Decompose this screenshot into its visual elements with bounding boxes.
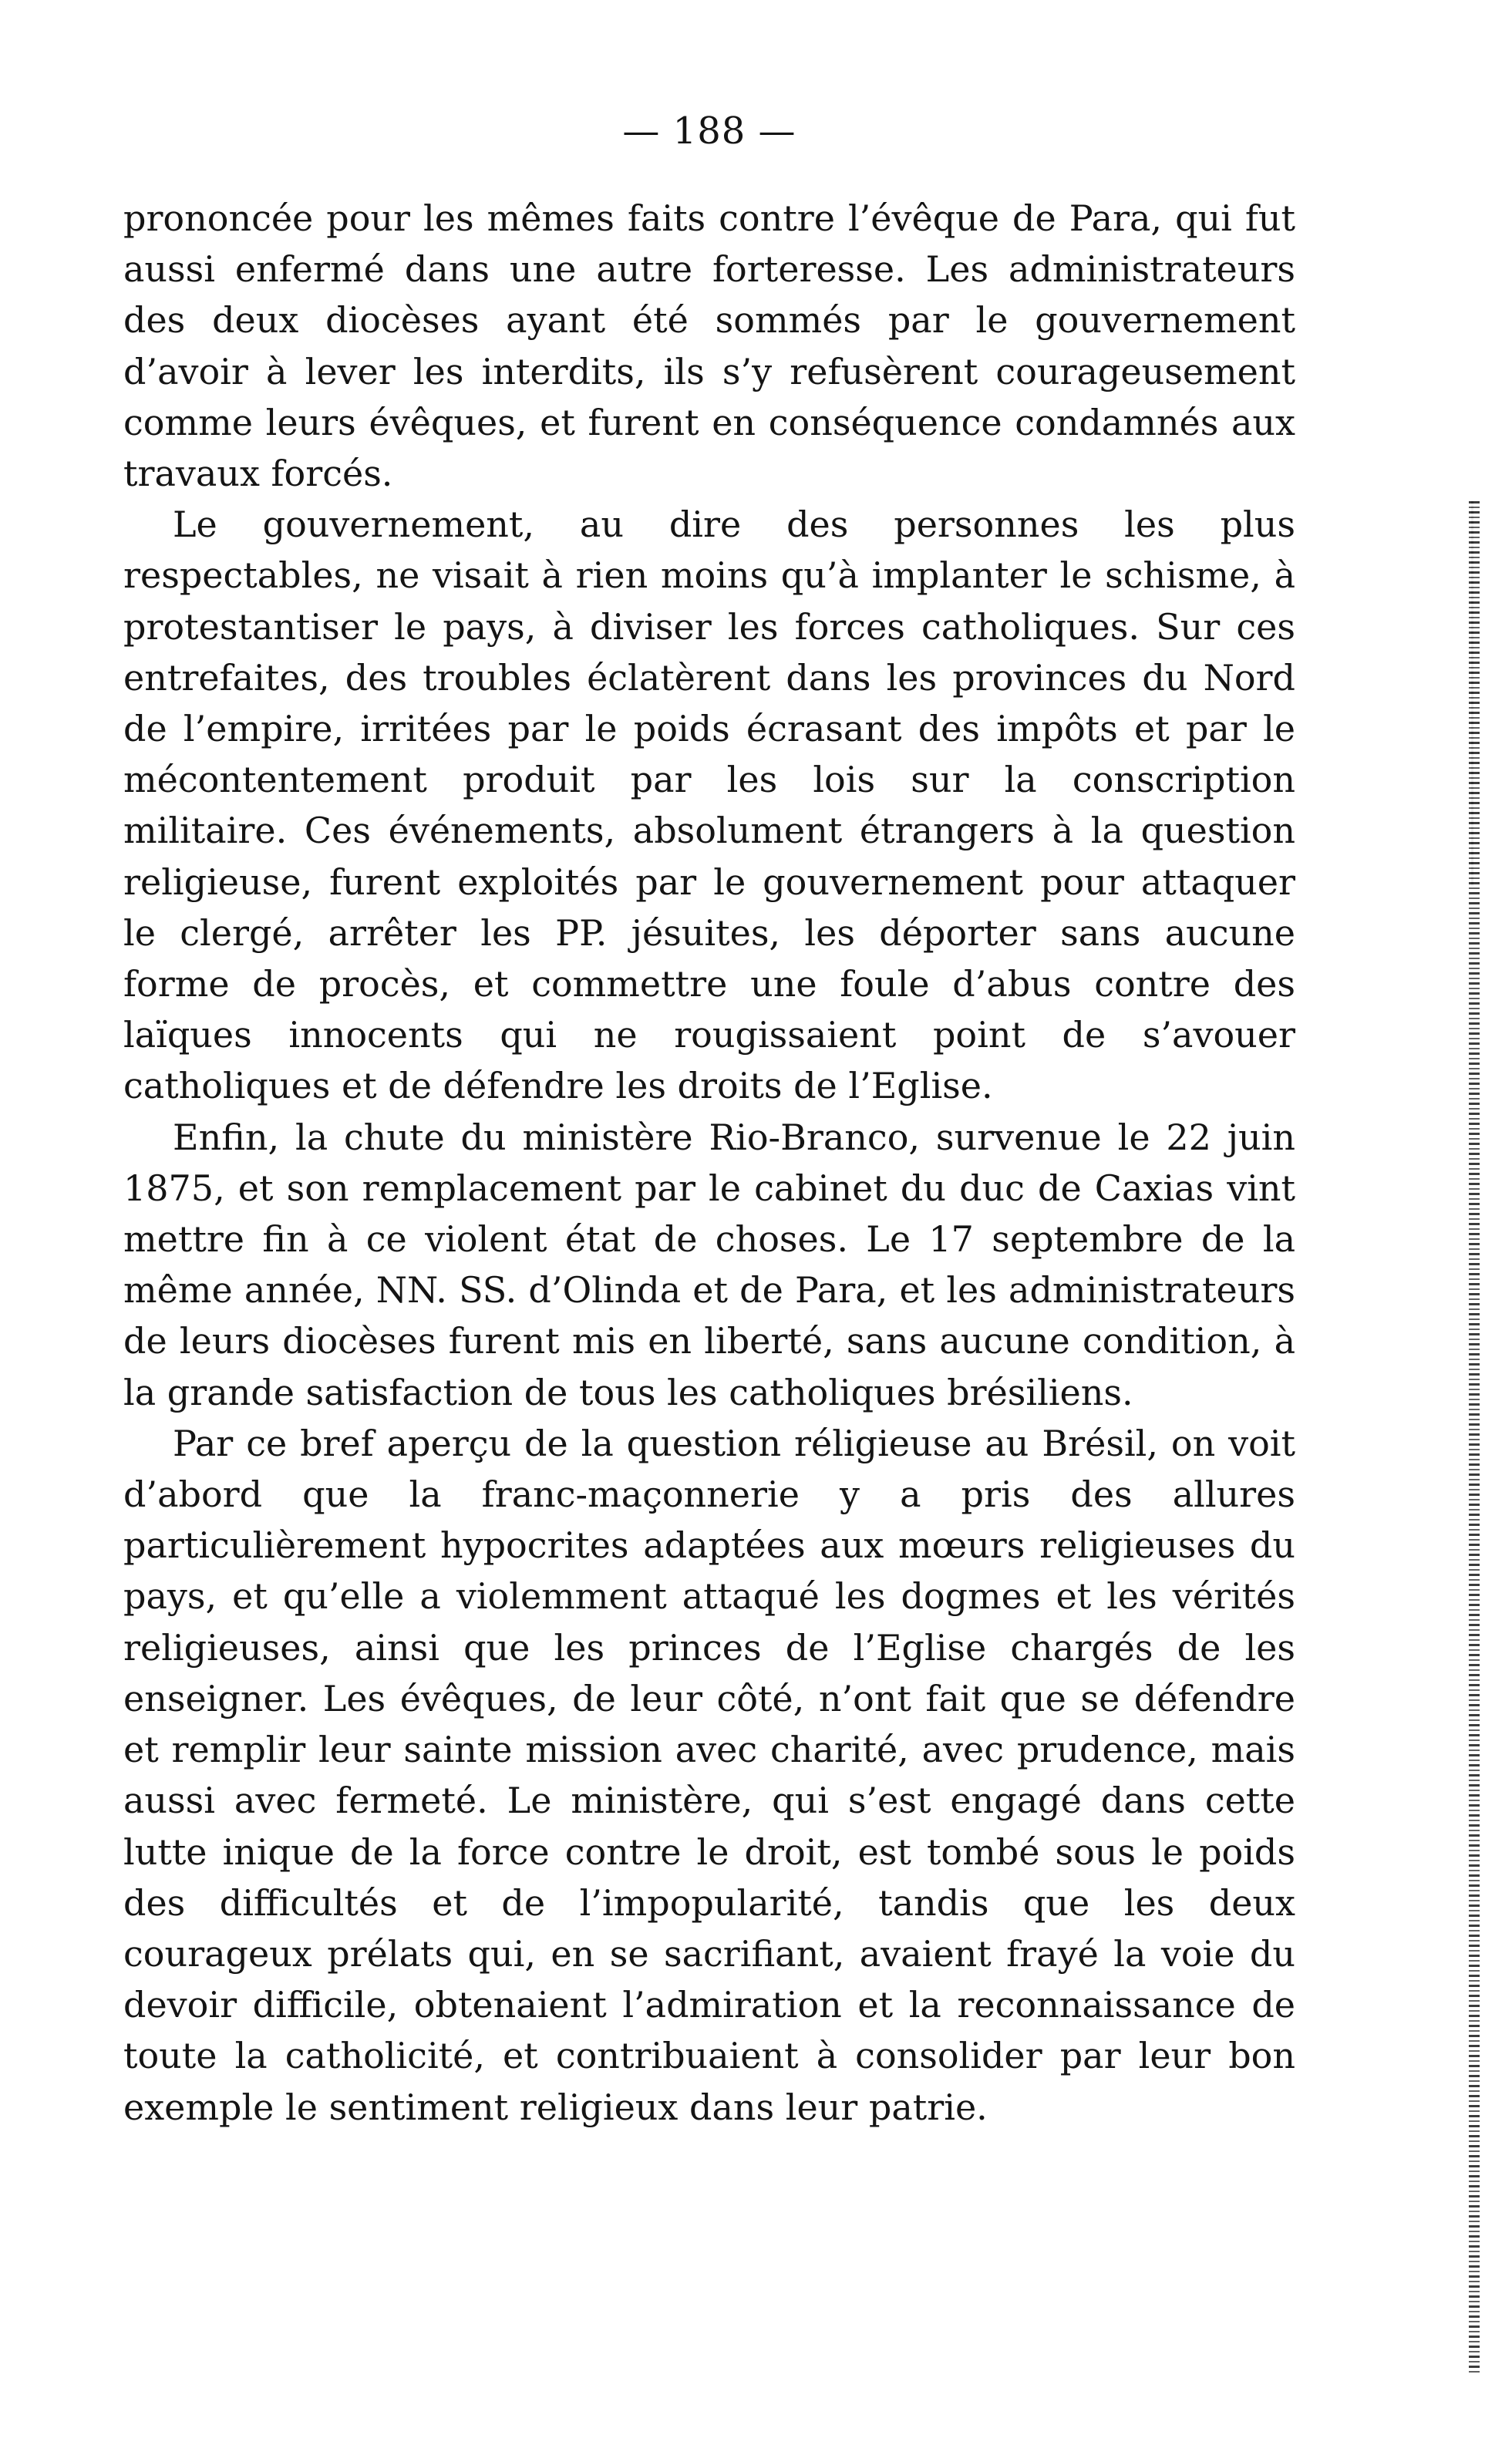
paragraph-1: prononcée pour les mêmes faits contre l’évêque de Para, qui fut aussi enfermé dans une autre forteresse. Les administrateurs des deux diocèses ayant été sommés par le gouvernement d’avoir à lever les interdits, ils s’y refusèrent courageusement comme leurs évêques, et furent en conséquence condamnés aux travaux forcés. [123, 197, 1295, 495]
paragraph-4: Par ce bref aperçu de la question réligieuse au Brésil, on voit d’abord que la franc-maçonnerie y a pris des allures particulièrement hypocrites adaptées aux mœurs religieuses du pays, et qu’elle a violemment attaqué les dogmes et les vérités religieuses, ainsi que les princes de l’Eglise chargés de les enseigner. Les évêques, de leur côté, n’ont fait que se défendre et remplir leur sainte mission avec charité, avec prudence, mais aussi avec fermeté. Le ministère, qui s’est engagé dans cette lutte inique de la force contre le droit, est tombé sous le poids des difficultés et de l’impopularité, tandis que les deux courageux prélats qui, en se sacrifiant, avaient frayé la voie du devoir difficile, obtenaient l’admiration et la reconnaissance de toute la catholicité, et contribuaient à consolider par leur bon exemple le sentiment religieux dans leur patrie. [123, 1422, 1295, 2128]
paragraph-3: Enfin, la chute du ministère Rio-Branco, survenue le 22 juin 1875, et son remplacement par le cabinet du duc de Caxias vint mettre fin à ce violent état de choses. Le 17 septembre de la même année, NN. SS. d’Olinda et de Para, et les administrateurs de leurs diocèses furent mis en liberté, sans aucune condition, à la grande satisfaction de tous les catholiques brésiliens. [123, 1116, 1295, 1413]
paragraph-2: Le gouvernement, au dire des personnes les plus respectables, ne visait à rien moins qu’à implanter le schisme, à protestantiser le pays, à diviser les forces catholiques. Sur ces entrefaites, des troubles éclatèrent dans les provinces du Nord de l’empire, irritées par le poids écrasant des impôts et par le mécontentement produit par les lois sur la conscription militaire. Ces événements, absolument étrangers à la question religieuse, furent exploités par le gouvernement pour attaquer le clergé, arrêter les PP. jésuites, les déporter sans aucune forme de procès, et commettre une foule d’abus contre des laïques innocents qui ne rougissaient point de s’avouer catholiques et de défendre les droits de l’Eglise. [123, 503, 1295, 1107]
scan-edge-shadow [1469, 501, 1480, 2375]
body-text [123, 193, 1295, 2133]
page-number: — 188 — [622, 109, 796, 153]
